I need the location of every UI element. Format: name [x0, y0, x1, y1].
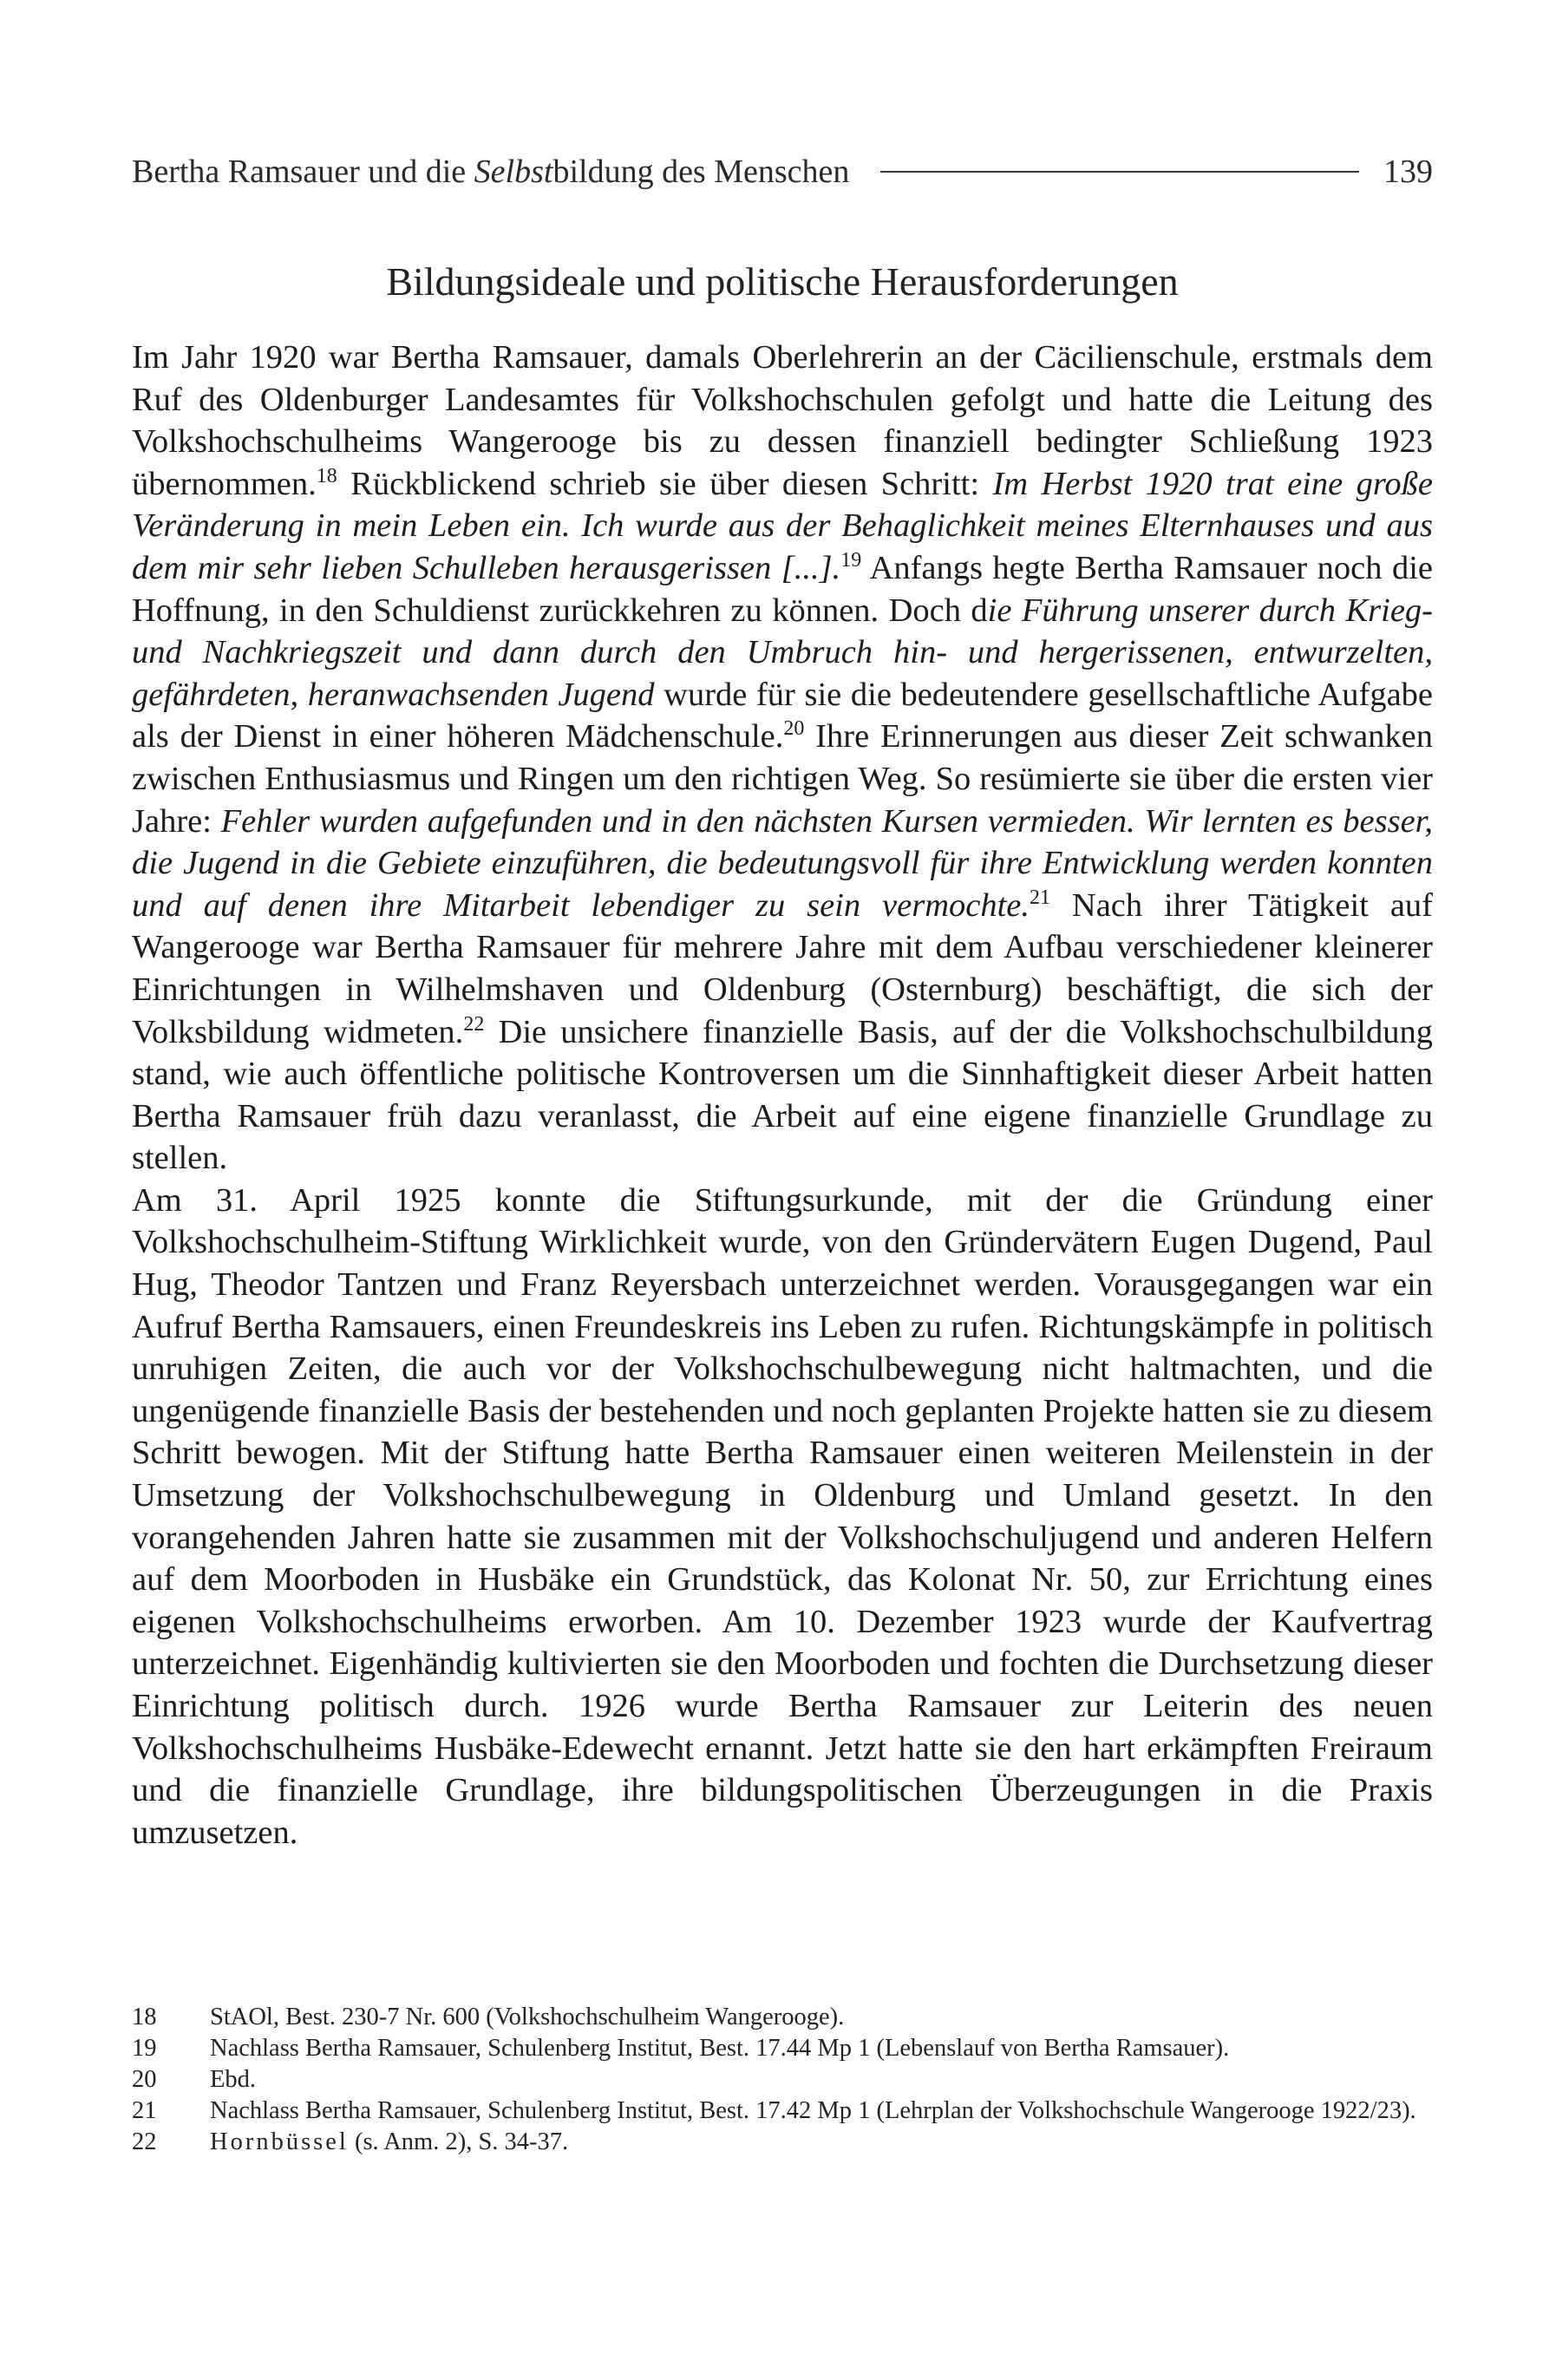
quote: Fehler wurden aufgefunden und in den nächsten Kursen vermieden. Wir lernten es besser, die Jugend in die Gebiete einzuführen, die bedeutungsvoll für ihre Entwicklung werden konnten und auf denen ihre Mitarbeit lebendiger zu sein vermochte.: [132, 802, 1433, 924]
section-title: Bildungsideale und politische Herausforderungen: [386, 259, 1179, 304]
running-head-title: [132, 153, 849, 191]
footnote-ref-21: 21: [1030, 886, 1050, 909]
footnote-19: 19 Nachlass Bertha Ramsauer, Schulenberg Institut, Best. 17.44 Mp 1 (Lebenslauf von Bertha Ramsauer).: [132, 2035, 1230, 2062]
footnote-22: 22 Hornbüssel (s. Anm. 2), S. 34-37.: [132, 2128, 569, 2155]
paragraph-2: Am 31. April 1925 konnte die Stiftungsurkunde, mit der die Gründung einer Volkshochschulheim-Stiftung Wirklichkeit wurde, von den Gründervätern Eugen Dugend, Paul Hug, Theodor Tantzen und Franz Reyersbach unterzeichnet werden. Vorausgegangen war ein Aufruf Bertha Ramsauers, einen Freundeskreis ins Leben zu rufen. Richtungskämpfe in politisch unruhigen Zeiten, die auch vor der Volkshochschulbewegung nicht haltmachten, und die ungenügende finanzielle Basis der bestehenden und noch geplanten Projekte hatten sie zu diesem Schritt bewogen. Mit der Stiftung hatte Bertha Ramsauer einen weiteren Meilenstein in der Umsetzung der Volkshochschulbewegung in Oldenburg und Umland gesetzt. In den vorangehenden Jahren hatte sie zusammen mit der Volkshochschuljugend und anderen Helfern auf dem Moorboden in Husbäke ein Grundstück, das Kolonat Nr. 50, zur Errichtung eines eigenen Volkshochschulheims erworben. Am 10. Dezember 1923 wurde der Kaufvertrag unterzeichnet. Eigenhändig kultivierten sie den Moorboden und fochten die Durchsetzung dieser Einrichtung politisch durch. 1926 wurde Bertha Ramsauer zur Leiterin des neuen Volkshochschulheims Husbäke-Edewecht ernannt. Jetzt hatte sie den hart erkämpften Freiraum und die finanzielle Grundlage, ihre bildungspolitischen Überzeugungen in die Praxis umzusetzen.: [132, 1181, 1433, 1851]
footnote-ref-22: 22: [463, 1012, 485, 1036]
footnotes: [132, 2002, 1433, 2158]
running-head-text-end: bildung des Menschen: [552, 154, 850, 190]
running-head: [132, 146, 1433, 198]
header-rule: [880, 171, 1359, 173]
footnote-21: 21 Nachlass Bertha Ramsauer, Schulenberg Institut, Best. 17.42 Mp 1 (Lehrplan der Volkshochschule Wangerooge 1922/23).: [132, 2097, 1416, 2124]
footnote-ref-19: 19: [840, 549, 862, 572]
running-head-italic: Selbst: [474, 154, 553, 190]
footnote-20: 20 Ebd.: [132, 2066, 257, 2093]
footnote-ref-18: 18: [316, 464, 337, 487]
footnote-ref-20: 20: [783, 717, 805, 741]
body-text: [132, 337, 1433, 1854]
paragraph-1: Im Jahr 1920 war Bertha Ramsauer, damals Oberlehrerin an der Cäcilienschule, erstmals dem Ruf des Oldenburger Landesamtes für Volkshochschulen gefolgt und hatte die Leitung des Volkshochschulheims Wangerooge bis zu dessen finanziell bedingter Schließung 1923 übernommen.$^{18}$ Rückblickend schrieb sie über diesen Schritt: Im Herbst 1920 trat eine große Veränderung in mein Leben ein. Ich wurde aus der Behaglichkeit meines Elternhauses und aus dem mir sehr lieben Schulleben herausgerissen [...].$^{19}$ Anfangs hegte Bertha Ramsauer noch die Hoffnung, in den Schuldienst zurückkehren zu können. Doch die Führung unserer durch Krieg- und Nachkriegszeit und dann durch den Umbruch hin- und hergerissenen, entwurzelten, gefährdeten, heranwachsenden Jugend wurde für sie die bedeutendere gesellschaftliche Aufgabe als der Dienst in einer höheren Mädchenschule.$^{20}$ Ihre Erinnerungen aus dieser Zeit schwanken zwischen Enthusiasmus und Ringen um den richtigen Weg. So resümierte sie über die ersten vier Jahre: Fehler wurden aufgefunden und in den nächsten Kursen vermieden. Wir lernten es besser, die Jugend in die Gebiete einzuführen, die bedeutungsvoll für ihre Entwicklung werden konnten und auf denen ihre Mitarbeit lebendiger zu sein vermochte.$^{21}$ Nach ihrer Tätigkeit auf Wangerooge war Bertha Ramsauer für mehrere Jahre mit dem Aufbau verschiedener kleinerer Einrichtungen in Wilhelmshaven und Oldenburg (Osternburg) beschäftigt, die sich der Volksbildung widmeten.$^{22}$ Die unsichere finanzielle Basis, auf der die Volkshochschulbildung stand, wie auch öffentliche politische Kontroversen um die Sinnhaftigkeit dieser Arbeit hatten Bertha Ramsauer früh dazu veranlasst, die Arbeit auf eine eigene finanzielle Grundlage zu stellen.: [132, 339, 1434, 1177]
running-head-text: Bertha Ramsauer und die: [132, 154, 474, 190]
quote: Im Herbst 1920 trat eine große Veränderung in mein Leben ein. Ich wurde aus der Behaglichkeit meines Elternhauses und aus dem mir sehr lieben Schulleben herausgerissen [...].: [132, 465, 1434, 586]
page-number: 139: [1383, 154, 1433, 190]
quote: ie Führung unserer durch Krieg- und Nachkriegszeit und dann durch den Umbruch hin- und hergerissenen, entwurzelten, gefährdeten, heranwachsenden Jugend: [132, 592, 1433, 713]
footnote-18: 18 StAOl, Best. 230-7 Nr. 600 (Volkshochschulheim Wangerooge).: [132, 2004, 845, 2030]
